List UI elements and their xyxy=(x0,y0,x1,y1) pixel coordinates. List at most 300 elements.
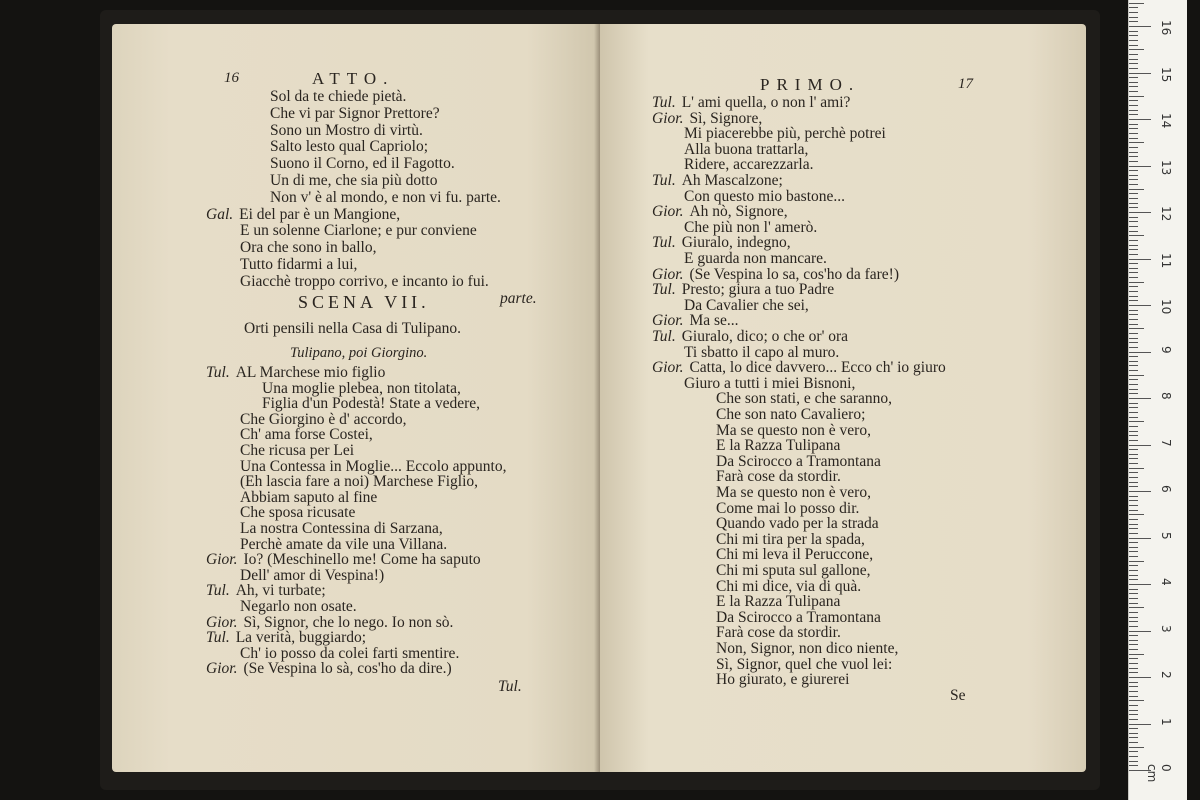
ruler-tick xyxy=(1129,519,1138,520)
ruler-label: 9 xyxy=(1159,345,1173,354)
verse-text: L' ami quella, o non l' ami? xyxy=(681,94,851,111)
verse-line xyxy=(240,598,357,615)
ruler-tick xyxy=(1129,672,1138,673)
catchword-left: Tul. xyxy=(498,678,522,695)
page-number-right: 17 xyxy=(958,76,973,92)
verse-line xyxy=(500,290,537,307)
verse-text: Giuralo, indegno, xyxy=(681,234,791,252)
verse-text: Che Giorgino è d' accordo, xyxy=(240,410,407,428)
ruler-tick xyxy=(1129,268,1138,269)
verse-text: Sol da te chiede pietà. xyxy=(270,88,407,105)
ruler-tick xyxy=(1129,49,1144,50)
verse-line xyxy=(716,484,871,501)
verse-text: Farà cose da stordir. xyxy=(716,624,841,642)
verse-text: Da Scirocco a Tramontana xyxy=(716,452,881,470)
verse-line xyxy=(240,489,377,506)
ruler-label: 7 xyxy=(1159,438,1173,447)
ruler-tick xyxy=(1129,477,1138,478)
ruler-label: 5 xyxy=(1159,531,1173,540)
verse-text: Giacchè troppo corrivo, e incanto io fui. xyxy=(240,272,489,290)
verse-text: Farà cose da stordir. xyxy=(716,468,841,486)
verse-line xyxy=(684,219,817,236)
ruler-tick xyxy=(1129,496,1138,497)
scene-setting: Orti pensili nella Casa di Tulipano. xyxy=(244,320,461,337)
ruler-tick xyxy=(1129,249,1138,250)
speaker-label: Gior. xyxy=(652,312,684,330)
verse-line xyxy=(716,609,881,626)
verse-text: Tutto fidarmi a lui, xyxy=(240,256,358,273)
ruler-tick xyxy=(1129,314,1138,315)
ruler-label: 16 xyxy=(1159,20,1173,36)
verse-text: Da Cavalier che sei, xyxy=(684,296,809,314)
verse-line xyxy=(684,375,855,392)
verse-line xyxy=(240,458,506,475)
ruler-tick xyxy=(1129,658,1138,659)
verse-text: Non, Signor, non dico niente, xyxy=(716,640,899,657)
ruler-tick xyxy=(1129,449,1138,450)
verse-line xyxy=(716,562,871,579)
ruler-tick xyxy=(1129,12,1138,13)
ruler-tick xyxy=(1129,626,1138,627)
ruler-tick xyxy=(1129,142,1144,143)
ruler-tick xyxy=(1129,152,1138,153)
verse-line xyxy=(270,155,455,172)
ruler-tick xyxy=(1129,435,1138,436)
ruler-tick xyxy=(1129,54,1138,55)
ruler-tick xyxy=(1129,86,1138,87)
ruler-tick xyxy=(1129,751,1138,752)
ruler-tick xyxy=(1129,747,1144,748)
verse-text: Ah, vi turbate; xyxy=(235,582,326,600)
verse-text: E la Razza Tulipana xyxy=(716,437,841,455)
verse-line xyxy=(240,426,373,443)
verse-line xyxy=(684,188,845,205)
verse-line xyxy=(716,640,898,657)
ruler-tick xyxy=(1129,454,1138,455)
ruler-tick xyxy=(1129,207,1138,208)
ruler-tick xyxy=(1129,538,1151,539)
speaker-label: Tul. xyxy=(652,94,676,111)
ruler-tick xyxy=(1129,551,1138,552)
ruler-tick xyxy=(1129,565,1138,566)
ruler-tick xyxy=(1129,212,1151,213)
ruler-tick xyxy=(1129,21,1138,22)
ruler-tick xyxy=(1129,3,1144,4)
ruler-tick xyxy=(1129,184,1138,185)
running-header-right: PRIMO. xyxy=(760,75,861,94)
ruler-tick xyxy=(1129,156,1138,157)
verse-line xyxy=(684,344,839,361)
ruler-tick xyxy=(1129,440,1138,441)
ruler-tick xyxy=(1129,333,1138,334)
ruler-tick xyxy=(1129,710,1138,711)
ruler-tick xyxy=(1129,756,1138,757)
verse-line xyxy=(270,88,406,105)
verse-text: Come mai lo posso dir. xyxy=(716,499,860,517)
ruler-tick xyxy=(1129,305,1151,306)
verse-text: (Eh lascia fare a noi) Marchese Figlio, xyxy=(240,473,479,491)
verse-line xyxy=(684,250,827,267)
ruler-tick xyxy=(1129,407,1138,408)
ruler-tick xyxy=(1129,170,1138,171)
ruler-tick xyxy=(1129,356,1138,357)
ruler-tick xyxy=(1129,468,1144,469)
ruler-tick xyxy=(1129,445,1151,446)
ruler-tick xyxy=(1129,179,1138,180)
ruler-tick xyxy=(1129,733,1138,734)
ruler-tick xyxy=(1129,412,1138,413)
ruler-tick xyxy=(1129,198,1138,199)
verse-line xyxy=(240,567,384,584)
ruler-tick xyxy=(1129,96,1144,97)
ruler-label: 13 xyxy=(1159,159,1173,175)
verse-line xyxy=(652,172,783,189)
ruler-tick xyxy=(1129,272,1138,273)
ruler-tick xyxy=(1129,705,1138,706)
speaker-label: Tul. xyxy=(206,364,230,381)
ruler-tick xyxy=(1129,217,1138,218)
ruler-tick xyxy=(1129,486,1138,487)
ruler-tick xyxy=(1129,175,1138,176)
ruler-tick xyxy=(1129,514,1144,515)
ruler-tick xyxy=(1129,728,1138,729)
ruler-tick xyxy=(1129,398,1151,399)
ruler-tick xyxy=(1129,589,1138,590)
ruler-tick xyxy=(1129,575,1138,576)
verse-text: Ma se... xyxy=(689,312,739,330)
ruler-tick xyxy=(1129,324,1138,325)
ruler-tick xyxy=(1129,282,1144,283)
ruler-tick xyxy=(1129,31,1138,32)
ruler-tick xyxy=(1129,161,1138,162)
speaker-label: Gal. xyxy=(206,205,234,223)
ruler-tick xyxy=(1129,277,1138,278)
verse-line xyxy=(652,328,848,345)
ruler-tick xyxy=(1129,668,1138,669)
ruler-tick xyxy=(1129,17,1138,18)
verse-text: Ho giurato, e giurerei xyxy=(716,671,850,689)
ruler-tick xyxy=(1129,328,1144,329)
verse-text: Abbiam saputo al fine xyxy=(240,488,378,506)
verse-text: Che più non l' amerò. xyxy=(684,218,818,236)
speaker-label: Tul. xyxy=(652,281,676,299)
ruler-tick xyxy=(1129,584,1151,585)
ruler-tick xyxy=(1129,221,1138,222)
verse-text: E guarda non mancare. xyxy=(684,250,827,267)
ruler-tick xyxy=(1129,612,1138,613)
verse-text: Sono un Mostro di virtù. xyxy=(270,121,423,139)
verse-text: Suono il Corno, ed il Fagotto. xyxy=(270,155,455,173)
verse-text: Giuro a tutti i miei Bisnoni, xyxy=(684,374,856,392)
ruler-tick xyxy=(1129,765,1138,766)
verse-line xyxy=(652,94,850,111)
ruler-tick xyxy=(1129,166,1151,167)
ruler-tick xyxy=(1129,259,1151,260)
ruler-label: 12 xyxy=(1159,206,1173,222)
ruler-tick xyxy=(1129,677,1151,678)
verse-text: Quando vado per la strada xyxy=(716,515,879,533)
ruler-label: 6 xyxy=(1159,485,1173,493)
ruler-label: 15 xyxy=(1159,66,1173,82)
ruler-tick xyxy=(1129,524,1138,525)
ruler-label: 10 xyxy=(1159,299,1173,315)
verse-line xyxy=(684,141,808,158)
ruler-tick xyxy=(1129,491,1151,492)
verse-text: La nostra Contessina di Sarzana, xyxy=(240,520,443,537)
ruler-tick xyxy=(1129,482,1138,483)
ruler-tick xyxy=(1129,105,1138,106)
speaker-label: Tul. xyxy=(652,328,676,345)
ruler-tick xyxy=(1129,352,1151,353)
ruler-tick xyxy=(1129,607,1144,608)
ruler-tick xyxy=(1129,100,1138,101)
ruler-tick xyxy=(1129,68,1138,69)
verse-line xyxy=(240,256,357,273)
ruler-tick xyxy=(1129,91,1138,92)
ruler-tick xyxy=(1129,124,1138,125)
ruler-tick xyxy=(1129,510,1138,511)
verse-line xyxy=(240,520,443,537)
speaker-label: Tul. xyxy=(206,582,230,600)
verse-text: Una moglie plebea, non titolata, xyxy=(262,379,461,397)
verse-text: Sì, Signor, quel che vuol lei: xyxy=(716,655,893,673)
verse-text: AL Marchese mio figlio xyxy=(235,364,386,381)
verse-text: Chi mi sputa sul gallone, xyxy=(716,562,871,579)
ruler-tick xyxy=(1129,245,1138,246)
speaker-label: Gior. xyxy=(206,660,238,678)
verse-line xyxy=(652,312,739,329)
ruler-tick xyxy=(1129,26,1151,27)
ruler-label: 4 xyxy=(1159,578,1173,586)
verse-text: Ridere, accarezzarla. xyxy=(684,156,814,174)
ruler-tick xyxy=(1129,347,1138,348)
ruler-tick xyxy=(1129,635,1138,636)
verse-line xyxy=(716,531,865,548)
verse-line xyxy=(262,380,461,397)
ruler-tick xyxy=(1129,40,1138,41)
ruler-tick xyxy=(1129,263,1138,264)
verse-line xyxy=(270,138,428,155)
verse-text: Presto; giura a tuo Padre xyxy=(681,281,835,299)
verse-line xyxy=(262,395,480,412)
verse-line xyxy=(240,645,459,662)
ruler-tick xyxy=(1129,431,1138,432)
ruler-tick xyxy=(1129,631,1151,632)
ruler-tick xyxy=(1129,663,1138,664)
ruler-tick xyxy=(1129,114,1138,115)
ruler-tick xyxy=(1129,310,1138,311)
verse-line xyxy=(652,266,899,283)
ruler-tick xyxy=(1129,617,1138,618)
verse-text: Figlia d'un Podestà! State a vedere, xyxy=(262,395,481,413)
ruler-tick xyxy=(1129,682,1138,683)
ruler-tick xyxy=(1129,761,1138,762)
ruler-tick xyxy=(1129,686,1138,687)
speaker-label: Gior. xyxy=(652,109,684,127)
verse-line xyxy=(270,105,440,122)
verse-line xyxy=(716,406,865,423)
verse-text: Un di me, che sia più dotto xyxy=(270,172,438,189)
verse-line xyxy=(716,422,871,439)
verse-text: Ch' ama forse Costei, xyxy=(240,426,373,444)
ruler-tick xyxy=(1129,291,1138,292)
verse-text: Io? (Meschinello me! Come ha saputo xyxy=(243,551,481,569)
ruler-tick xyxy=(1129,77,1138,78)
verse-line xyxy=(206,206,400,223)
verse-line xyxy=(716,593,840,610)
right-page xyxy=(600,24,1086,772)
ruler-tick xyxy=(1129,226,1138,227)
ruler-tick xyxy=(1129,500,1138,501)
verse-text: Sì, Signore, xyxy=(689,109,763,127)
verse-line xyxy=(240,473,478,490)
verse-text: Che vi par Signor Prettore? xyxy=(270,104,440,122)
verse-line xyxy=(240,411,407,428)
verse-line xyxy=(716,546,873,563)
ruler-tick xyxy=(1129,235,1144,236)
verse-text: Giuralo, dico; o che or' ora xyxy=(681,328,849,345)
ruler-tick xyxy=(1129,742,1138,743)
verse-text: Chi mi dice, via di quà. xyxy=(716,577,862,595)
ruler-tick xyxy=(1129,696,1138,697)
ruler-tick xyxy=(1129,737,1138,738)
running-header-left: ATTO. xyxy=(312,69,395,88)
speaker-label: Tul. xyxy=(652,234,676,252)
ruler-tick xyxy=(1129,403,1138,404)
verse-line xyxy=(684,156,814,173)
verse-text: Ah Mascalzone; xyxy=(681,172,783,189)
ruler-label: 1 xyxy=(1159,717,1173,726)
catchword-right: Se xyxy=(950,687,966,704)
verse-line xyxy=(206,364,385,381)
verse-line xyxy=(652,359,946,376)
verse-text: E un solenne Ciarlone; e pur conviene xyxy=(240,222,477,240)
ruler-label: 8 xyxy=(1159,392,1173,400)
speaker-label: Gior. xyxy=(652,203,684,221)
ruler-tick xyxy=(1129,593,1138,594)
verse-line xyxy=(716,437,840,454)
verse-text: Con questo mio bastone... xyxy=(684,187,846,205)
verse-line xyxy=(240,442,354,459)
verse-line xyxy=(206,614,453,631)
verse-text: Ch' io posso da colei farti smentire. xyxy=(240,644,460,662)
ruler-tick xyxy=(1129,193,1138,194)
verse-line xyxy=(716,500,859,517)
verse-line xyxy=(652,281,834,298)
ruler-tick xyxy=(1129,691,1138,692)
ruler-tick xyxy=(1129,35,1138,36)
speaker-label: Tul. xyxy=(206,629,230,647)
verse-text: Ah nò, Signore, xyxy=(689,203,788,221)
verse-line xyxy=(716,578,861,595)
verse-line xyxy=(652,203,788,220)
ruler-tick xyxy=(1129,598,1138,599)
verse-line xyxy=(270,172,437,189)
ruler-tick xyxy=(1129,389,1138,390)
ruler-tick xyxy=(1129,654,1144,655)
scene-characters: Tulipano, poi Giorgino. xyxy=(290,345,428,361)
ruler-tick xyxy=(1129,719,1138,720)
ruler-tick xyxy=(1129,370,1138,371)
ruler-tick xyxy=(1129,640,1138,641)
verse-text: Catta, lo dice davvero... Ecco ch' io giuro xyxy=(689,359,946,377)
ruler-tick xyxy=(1129,621,1138,622)
ruler-label: 0 cm xyxy=(1145,764,1173,783)
ruler-tick xyxy=(1129,421,1144,422)
ruler-label: 14 xyxy=(1159,113,1173,129)
ruler-tick xyxy=(1129,533,1138,534)
ruler-tick xyxy=(1129,338,1138,339)
ruler-tick xyxy=(1129,361,1138,362)
scene-title: SCENA VII. xyxy=(298,292,430,312)
verse-text: Ma se questo non è vero, xyxy=(716,484,871,501)
ruler-tick xyxy=(1129,379,1138,380)
ruler-tick xyxy=(1129,203,1138,204)
ruler-tick xyxy=(1129,296,1138,297)
ruler-tick xyxy=(1129,128,1138,129)
verse-line xyxy=(652,234,791,251)
verse-line xyxy=(716,515,879,532)
ruler-tick xyxy=(1129,45,1138,46)
ruler-tick xyxy=(1129,342,1138,343)
ruler-tick xyxy=(1129,570,1138,571)
ruler-tick xyxy=(1129,644,1138,645)
ruler-label: 11 xyxy=(1159,252,1173,268)
ruler-tick xyxy=(1129,472,1138,473)
ruler-tick xyxy=(1129,147,1138,148)
ruler-tick xyxy=(1129,300,1138,301)
verse-text: Sì, Signor, che lo nego. Io non sò. xyxy=(243,613,454,631)
verse-text: (Se Vespina lo sà, cos'ho da dire.) xyxy=(243,660,452,678)
speaker-label: Gior. xyxy=(652,265,684,283)
speaker-label: Gior. xyxy=(652,359,684,377)
ruler-tick xyxy=(1129,82,1138,83)
verse-text: Che sposa ricusate xyxy=(240,504,356,522)
ruler-tick xyxy=(1129,714,1138,715)
verse-line xyxy=(716,453,881,470)
speaker-label: Gior. xyxy=(206,551,238,569)
speaker-label: Tul. xyxy=(652,172,676,189)
ruler-tick xyxy=(1129,138,1138,139)
verse-text: Non v' è al mondo, e non vi fu. parte. xyxy=(270,188,501,206)
ruler-tick xyxy=(1129,603,1138,604)
verse-line xyxy=(716,671,849,688)
ruler-tick xyxy=(1129,73,1151,74)
verse-line xyxy=(684,125,886,142)
ruler-tick xyxy=(1129,724,1151,725)
ruler-tick xyxy=(1129,63,1138,64)
verse-text: Dell' amor di Vespina!) xyxy=(240,566,385,584)
verse-line xyxy=(716,468,841,485)
ruler-tick xyxy=(1129,700,1144,701)
verse-line xyxy=(716,390,892,407)
verse-line xyxy=(240,222,477,239)
verse-line xyxy=(206,582,326,599)
verse-text: Negarlo non osate. xyxy=(240,598,357,615)
ruler-tick xyxy=(1129,119,1151,120)
ruler-tick xyxy=(1129,286,1138,287)
ruler-tick xyxy=(1129,561,1144,562)
measuring-ruler xyxy=(1128,0,1187,800)
verse-text: parte. xyxy=(500,289,537,307)
verse-text: La verità, buggiardo; xyxy=(235,629,367,647)
ruler-label: 2 xyxy=(1159,671,1173,679)
verse-line xyxy=(652,110,762,127)
verse-line xyxy=(240,273,489,290)
verse-text: Alla buona trattarla, xyxy=(684,140,809,158)
verse-text: Ei del par è un Mangione, xyxy=(239,205,401,223)
verse-text: Mi piacerebbe più, perchè potrei xyxy=(684,125,886,143)
